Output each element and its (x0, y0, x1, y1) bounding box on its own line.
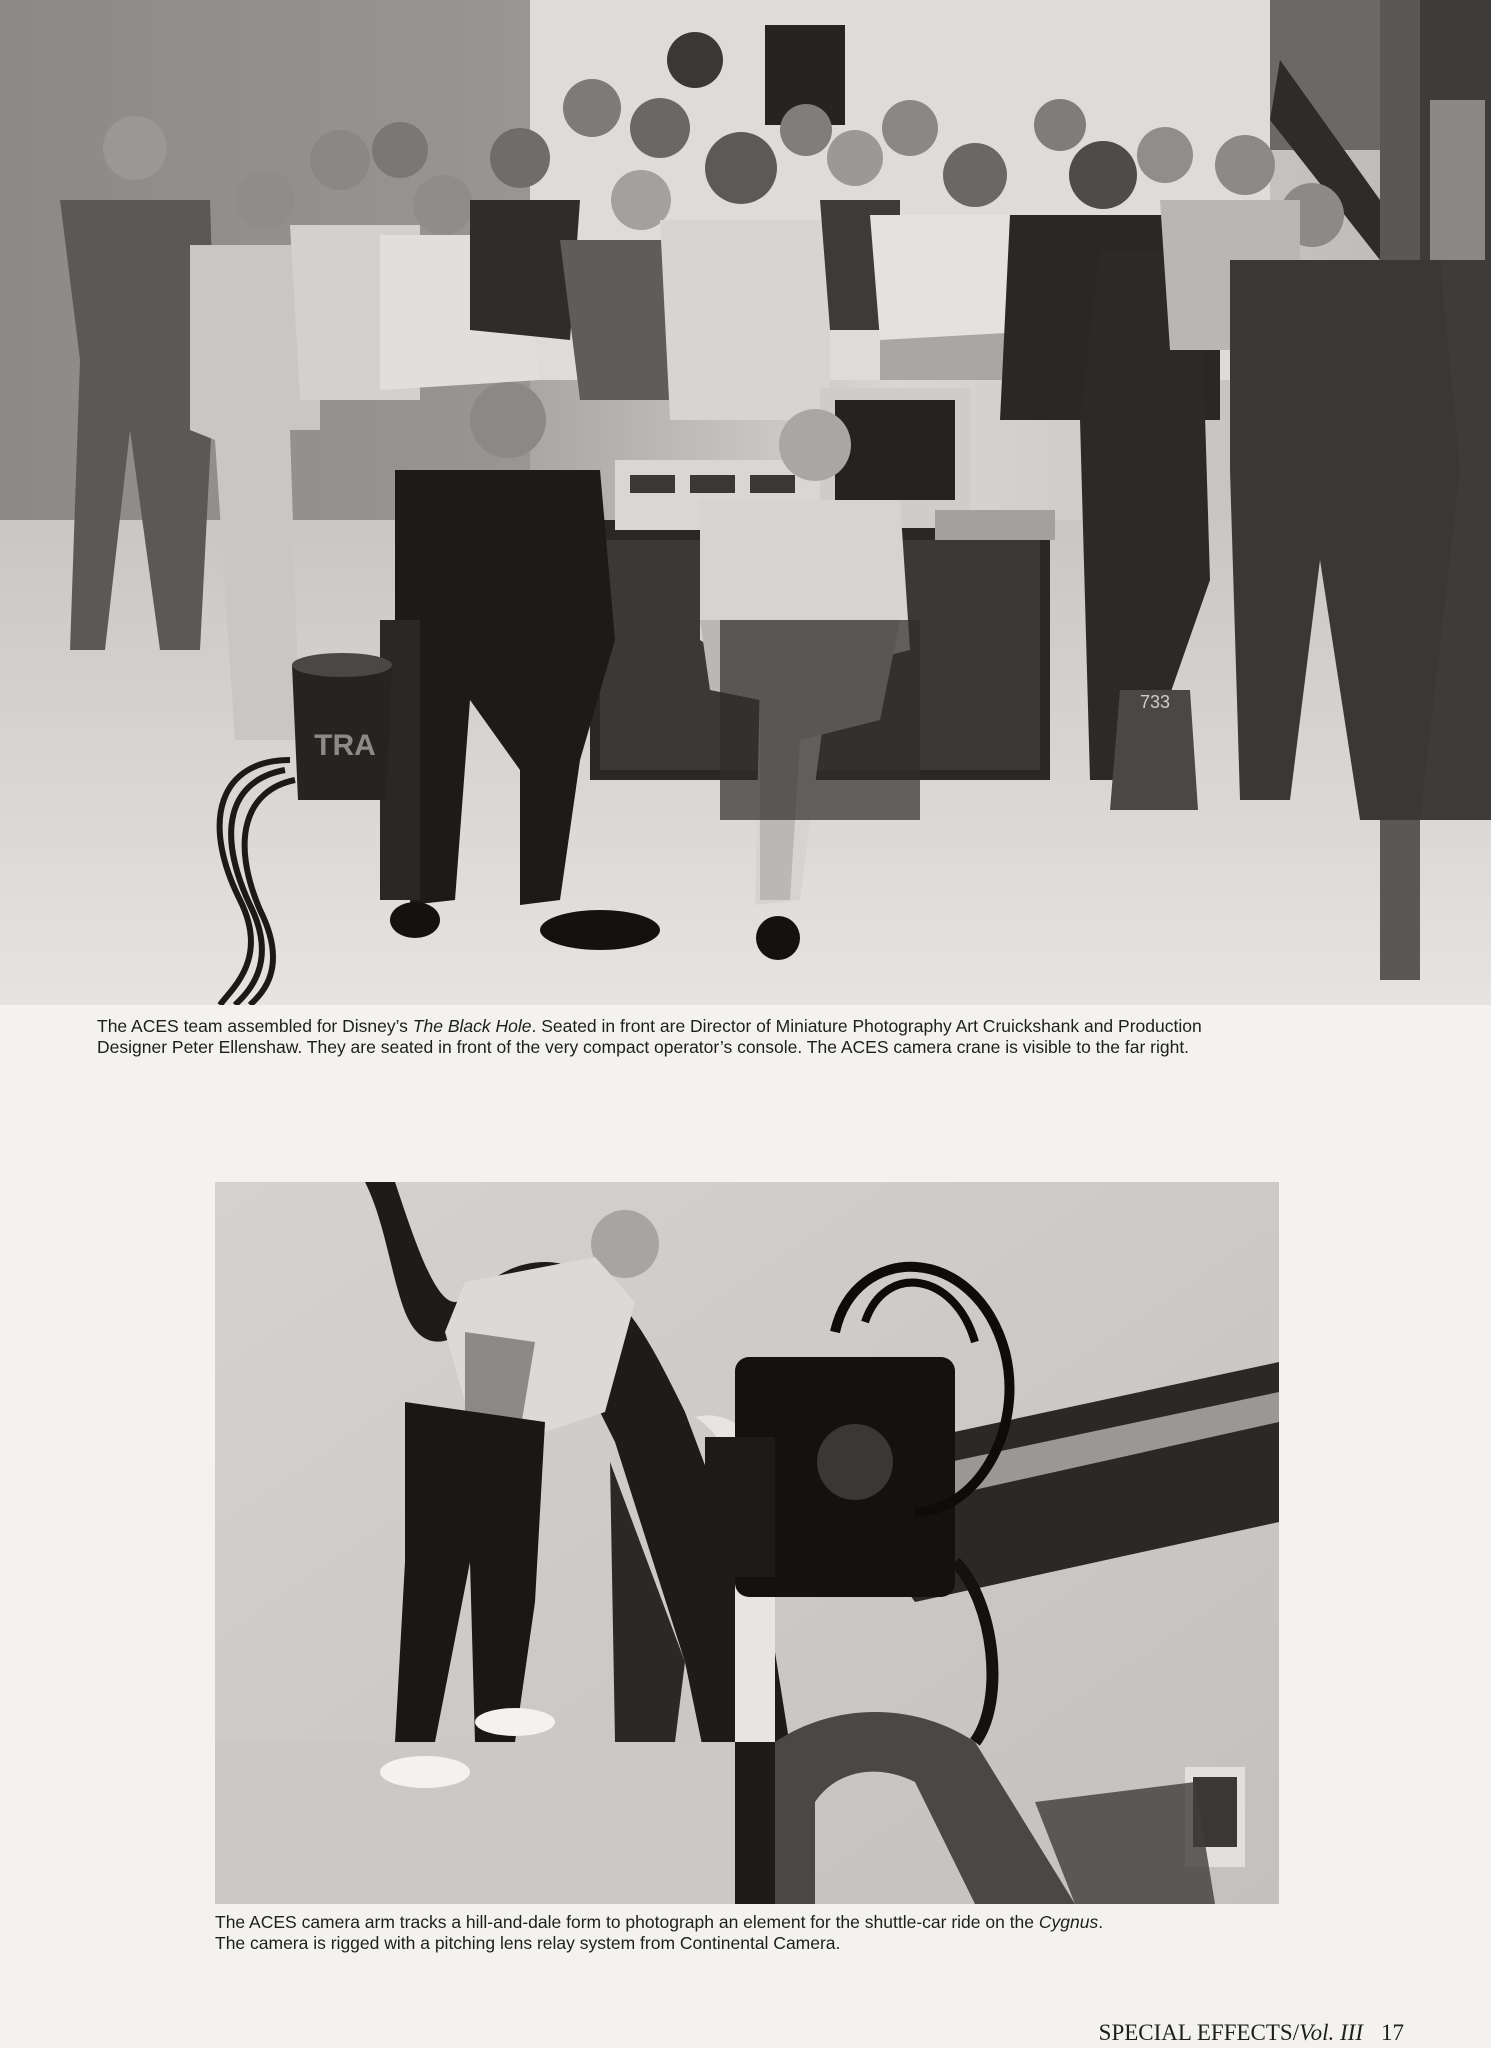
page-footer (1099, 2020, 1404, 2046)
caption-text: . Seated in front are Director of Miniature Photography Art Cruickshank and Production (531, 1016, 1202, 1036)
camera-arm-photo-illustration (215, 1182, 1279, 1904)
page-number: 17 (1381, 2020, 1404, 2045)
film-title: The Black Hole (412, 1016, 532, 1036)
caption-line-1 (215, 1912, 1275, 1933)
trash-can-label: TRA (314, 729, 376, 762)
caption-line-2: The camera is rigged with a pitching lens relay system from Continental Camera. (215, 1933, 841, 1953)
group-photo (0, 0, 1491, 1005)
trash-can (292, 653, 392, 800)
publication-name: SPECIAL EFFECTS/ (1098, 2020, 1300, 2045)
caption-line-1 (97, 1016, 1427, 1037)
caption-line-2: Designer Peter Ellenshaw. They are seated in front of the very compact operator’s console. The ACES camera crane is visible to the far right. (97, 1037, 1190, 1057)
group-photo-caption (97, 1016, 1427, 1058)
camera-arm-photo (215, 1182, 1279, 1904)
volume-label: Vol. III (1299, 2020, 1363, 2045)
camera-arm-caption (215, 1912, 1275, 1954)
caption-text: . (1098, 1912, 1104, 1932)
group-photo-illustration (0, 0, 1491, 1005)
caption-text: The ACES camera arm tracks a hill-and-dale form to photograph an element for the shuttle-car ride on the (215, 1912, 1039, 1932)
broom-label: 733 (1139, 692, 1171, 712)
ship-name: Cygnus (1038, 1912, 1099, 1932)
caption-text: The ACES team assembled for Disney’s (97, 1016, 413, 1036)
